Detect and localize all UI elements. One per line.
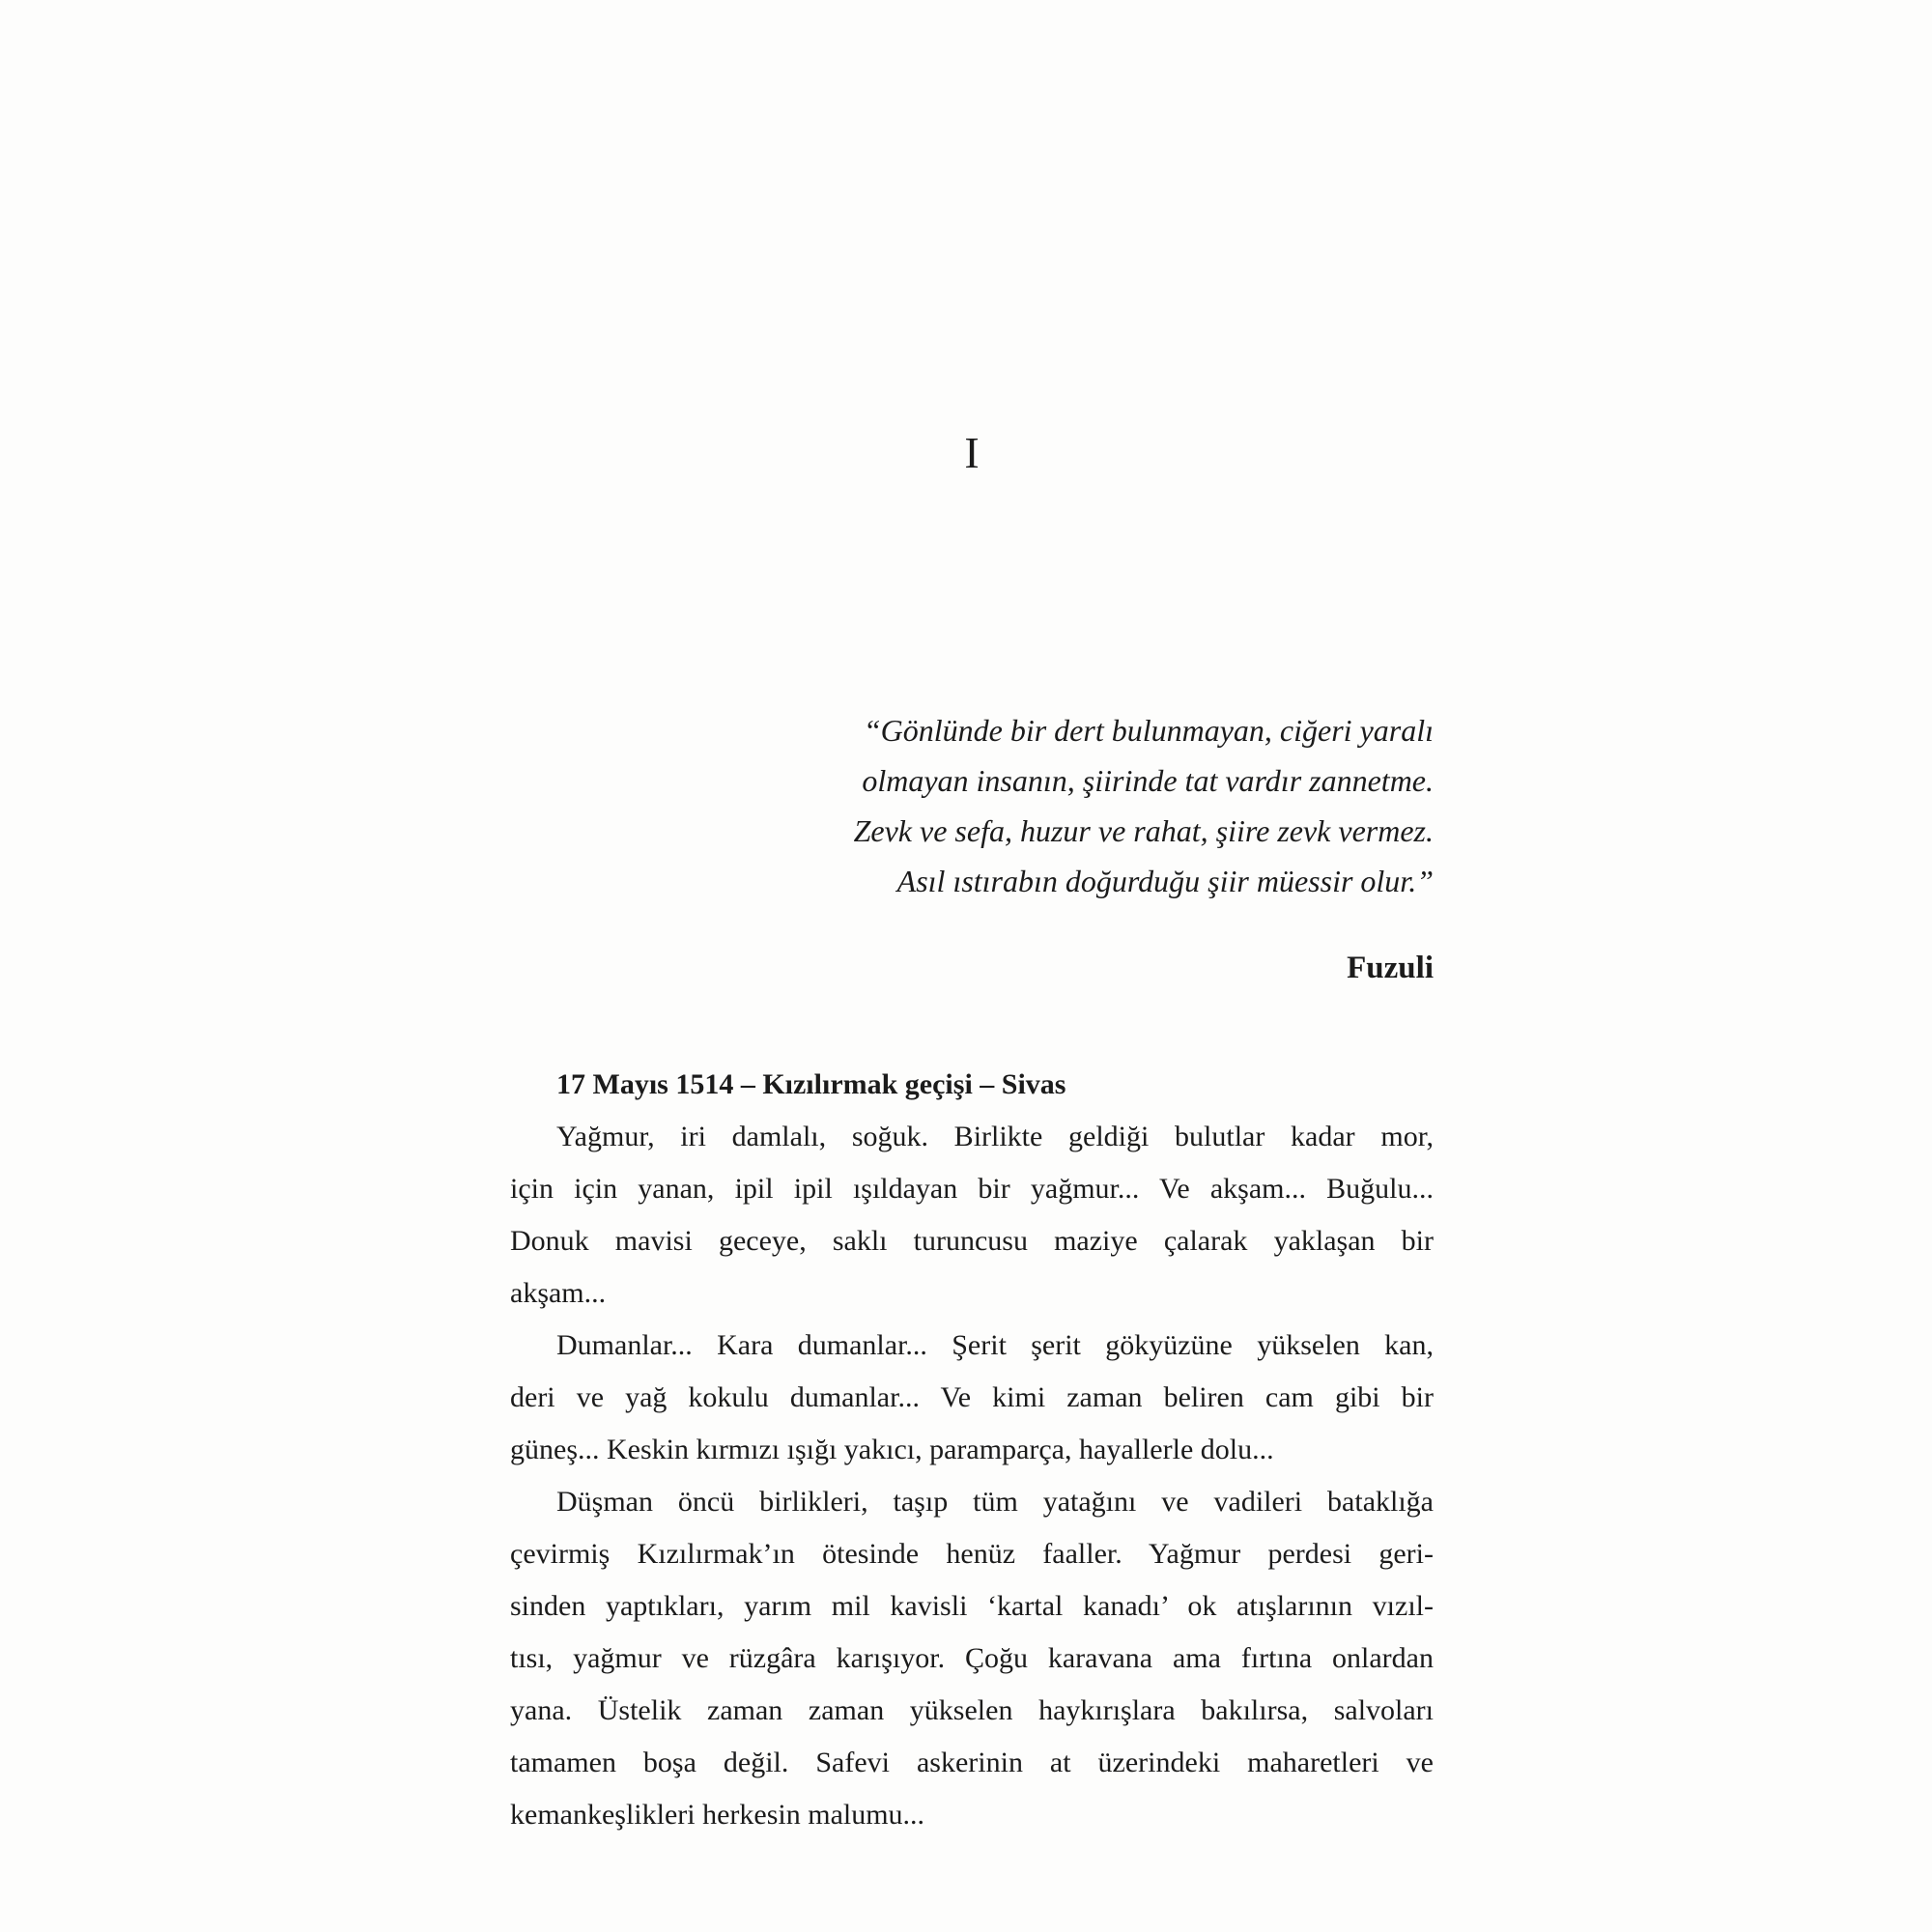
text-line: için için yanan, ipil ipil ışıldayan bir yağmur... Ve akşam... Buğulu...: [510, 1173, 1434, 1205]
chapter-numeral: I: [964, 428, 980, 477]
text-line: kemankeşlikleri herkesin malumu...: [510, 1799, 925, 1831]
text-line: yana. Üstelik zaman zaman yükselen haykırışlara bakılırsa, salvoları: [510, 1694, 1434, 1726]
epigraph-line: Asıl ıstırabın doğurduğu şiir müessir olur.”: [896, 864, 1434, 898]
text-line: tamamen boşa değil. Safevi askerinin at üzerindeki maharetleri ve: [510, 1747, 1434, 1778]
text-line: tısı, yağmur ve rüzgâra karışıyor. Çoğu karavana ama fırtına onlardan: [510, 1642, 1434, 1674]
text-line: güneş... Keskin kırmızı ışığı yakıcı, paramparça, hayallerle dolu...: [510, 1434, 1274, 1465]
text-line: Donuk mavisi geceye, saklı turuncusu maziye çalarak yaklaşan bir: [510, 1225, 1434, 1257]
epigraph-quote: [854, 705, 1434, 906]
text-line: çevirmiş Kızılırmak’ın ötesinde henüz faaller. Yağmur perdesi geri-: [510, 1538, 1434, 1570]
epigraph-attribution: Fuzuli: [1347, 951, 1434, 985]
text-line: deri ve yağ kokulu dumanlar... Ve kimi zaman beliren cam gibi bir: [510, 1381, 1434, 1413]
text-line: sinden yaptıkları, yarım mil kavisli ‘kartal kanadı’ ok atışlarının vızıl-: [510, 1590, 1434, 1622]
text-line: akşam...: [510, 1277, 607, 1309]
section-dateline: 17 Mayıs 1514 – Kızılırmak geçişi – Sivas: [556, 1068, 1066, 1100]
epigraph-line: olmayan insanın, şiirinde tat vardır zannetme.: [862, 763, 1434, 798]
epigraph-line: “Gönlünde bir dert bulunmayan, ciğeri yaralı: [863, 713, 1434, 748]
text-line: Yağmur, iri damlalı, soğuk. Birlikte geldiği bulutlar kadar mor,: [556, 1121, 1434, 1152]
epigraph-line: Zevk ve sefa, huzur ve rahat, şiire zevk vermez.: [853, 813, 1434, 848]
body-text: [510, 1059, 1434, 1841]
body-paragraph-lines: [510, 1111, 1434, 1841]
text-line: Düşman öncü birlikleri, taşıp tüm yatağını ve vadileri bataklığa: [556, 1486, 1434, 1518]
text-line: Dumanlar... Kara dumanlar... Şerit şerit gökyüzüne yükselen kan,: [556, 1329, 1434, 1361]
